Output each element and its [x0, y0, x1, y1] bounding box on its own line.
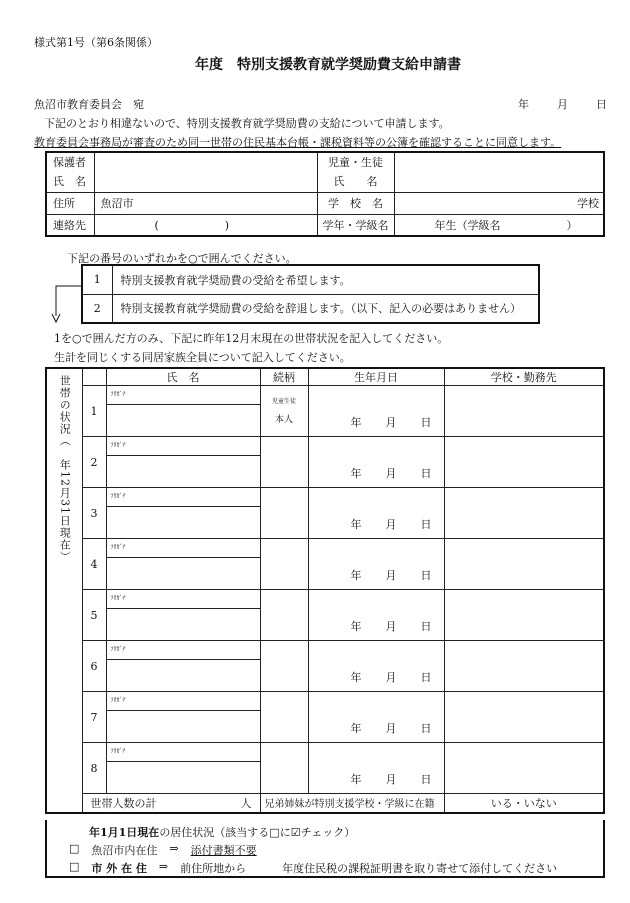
choice-number[interactable]: 1 — [82, 265, 112, 294]
grade-label: 学年・学級名 — [317, 214, 394, 236]
household-row — [46, 641, 604, 660]
furigana-field[interactable]: ﾌﾘｶﾞﾅ — [106, 692, 260, 711]
household-note-2: 生計を同じくする同居家族全員について記入してください。 — [54, 351, 351, 364]
checkbox-icon[interactable]: □ — [69, 860, 80, 873]
row-number: 4 — [82, 539, 106, 590]
school-work-field[interactable] — [444, 539, 604, 590]
day-label: 日 — [596, 98, 607, 111]
relation-field[interactable] — [260, 488, 308, 539]
furigana-field[interactable]: ﾌﾘｶﾞﾅ — [106, 386, 260, 405]
school-name-field[interactable]: 学校 — [394, 192, 604, 214]
choice-row[interactable] — [82, 265, 539, 294]
name-field[interactable] — [106, 558, 260, 590]
birthdate-field[interactable]: 年 月 日 — [308, 743, 444, 794]
choice-table — [81, 264, 540, 324]
relation-field[interactable] — [260, 641, 308, 692]
school-work-header: 学校・勤務先 — [444, 368, 604, 386]
choice-instruction: 下記の番号のいずれかを○で囲んでください。 — [67, 252, 297, 265]
household-note-1: 1を○で囲んだ方のみ、下記に昨年12月末現在の世帯状況を記入してください。 — [54, 332, 449, 345]
furigana-field[interactable]: ﾌﾘｶﾞﾅ — [106, 743, 260, 762]
form-number: 様式第1号（第6条関係） — [34, 36, 158, 49]
row-number: 1 — [82, 386, 106, 437]
birthdate-field[interactable]: 年 月 日 — [308, 692, 444, 743]
residence-title: 年1月1日現在の居住状況（該当する□に☑チェック） — [89, 826, 356, 839]
relation-header: 続柄 — [260, 368, 308, 386]
guardian-name-label: 保護者 氏 名 — [46, 152, 94, 192]
name-header: 氏 名 — [106, 368, 260, 386]
school-name-label: 学 校 名 — [317, 192, 394, 214]
row-number: 7 — [82, 692, 106, 743]
child-name-field[interactable] — [394, 152, 604, 192]
name-field[interactable] — [106, 405, 260, 437]
birthdate-field[interactable]: 年 月 日 — [308, 488, 444, 539]
household-row — [46, 386, 604, 405]
furigana-field[interactable]: ﾌﾘｶﾞﾅ — [106, 437, 260, 456]
school-work-field[interactable] — [444, 590, 604, 641]
name-field[interactable] — [106, 609, 260, 641]
name-field[interactable] — [106, 762, 260, 794]
relation-field[interactable] — [260, 437, 308, 488]
residence-box — [45, 820, 605, 878]
month-label: 月 — [557, 98, 568, 111]
birthdate-field[interactable]: 年 月 日 — [308, 386, 444, 437]
choice-text: 特別支援教育就学奨励費の受給を希望します。 — [112, 265, 539, 294]
page-title: 年度 特別支援教育就学奨励費支給申請書 — [195, 57, 461, 73]
choice-number[interactable]: 2 — [82, 294, 112, 323]
household-row — [46, 692, 604, 711]
contact-field[interactable]: ( ) — [94, 214, 317, 236]
choice-row[interactable] — [82, 294, 539, 323]
sibling-label: 兄弟姉妹が特別支援学校・学級に在籍 — [260, 794, 444, 813]
sibling-choice[interactable]: いる・いない — [444, 794, 604, 813]
school-work-field[interactable] — [444, 488, 604, 539]
residence-option-outside[interactable]: □ 市 外 在 住 ⇒ 前住所地から 年度住民税の課税証明書を取り寄せて添付してください — [69, 860, 558, 875]
birthdate-field[interactable]: 年 月 日 — [308, 437, 444, 488]
school-work-field[interactable] — [444, 437, 604, 488]
relation-field[interactable] — [260, 590, 308, 641]
birthdate-field[interactable]: 年 月 日 — [308, 641, 444, 692]
address-label: 住所 — [46, 192, 94, 214]
name-field[interactable] — [106, 711, 260, 743]
grade-field[interactable]: 年生（学級名 ） — [394, 214, 604, 236]
school-work-field[interactable] — [444, 743, 604, 794]
address-field[interactable]: 魚沼市 — [94, 192, 317, 214]
relation-field[interactable] — [260, 692, 308, 743]
date-line — [518, 96, 607, 112]
household-row — [46, 743, 604, 762]
household-table — [45, 367, 605, 814]
child-name-label: 児童・生徒 氏 名 — [317, 152, 394, 192]
relation-field[interactable]: 児童生徒 本人 — [260, 386, 308, 437]
birth-header: 生年月日 — [308, 368, 444, 386]
row-number: 8 — [82, 743, 106, 794]
checkbox-icon[interactable]: □ — [69, 842, 80, 855]
row-number: 2 — [82, 437, 106, 488]
name-field[interactable] — [106, 456, 260, 488]
guardian-name-field[interactable] — [94, 152, 317, 192]
birthdate-field[interactable]: 年 月 日 — [308, 590, 444, 641]
household-row — [46, 488, 604, 507]
furigana-field[interactable]: ﾌﾘｶﾞﾅ — [106, 488, 260, 507]
household-row — [46, 539, 604, 558]
contact-label: 連絡先 — [46, 214, 94, 236]
right-arrow-icon: ⇒ — [169, 842, 179, 855]
relation-field[interactable] — [260, 743, 308, 794]
household-row — [46, 590, 604, 609]
total-row — [46, 794, 604, 813]
row-number: 6 — [82, 641, 106, 692]
furigana-field[interactable]: ﾌﾘｶﾞﾅ — [106, 641, 260, 660]
name-field[interactable] — [106, 660, 260, 692]
total-count-field[interactable]: 世帯人数の計 人 — [82, 794, 260, 813]
residence-option-local[interactable]: □ 魚沼市内在住 ⇒ 添付書類不要 — [69, 842, 257, 857]
right-arrow-icon: ⇒ — [158, 860, 169, 873]
row-number: 3 — [82, 488, 106, 539]
school-work-field[interactable] — [444, 641, 604, 692]
relation-field[interactable] — [260, 539, 308, 590]
school-work-field[interactable] — [444, 692, 604, 743]
row-number: 5 — [82, 590, 106, 641]
household-row — [46, 437, 604, 456]
consent-text: 教育委員会事務局が審査のため同一世帯の住民基本台帳・課税資料等の公簿を確認することに同意します。 — [34, 136, 562, 149]
furigana-field[interactable]: ﾌﾘｶﾞﾅ — [106, 590, 260, 609]
furigana-field[interactable]: ﾌﾘｶﾞﾅ — [106, 539, 260, 558]
addressee: 魚沼市教育委員会 宛 — [34, 98, 144, 111]
applicant-table — [45, 151, 605, 237]
household-side-label: 世帯の状況（ 年12月31日現在） — [46, 368, 82, 813]
birthdate-field[interactable]: 年 月 日 — [308, 539, 444, 590]
year-label: 年 — [518, 98, 529, 111]
choice-text: 特別支援教育就学奨励費の受給を辞退します。（以下、記入の必要はありません） — [112, 294, 539, 323]
school-work-field[interactable] — [444, 386, 604, 437]
declaration-text: 下記のとおり相違ないので、特別支援教育就学奨励費の支給について申請します。 — [44, 117, 450, 130]
name-field[interactable] — [106, 507, 260, 539]
